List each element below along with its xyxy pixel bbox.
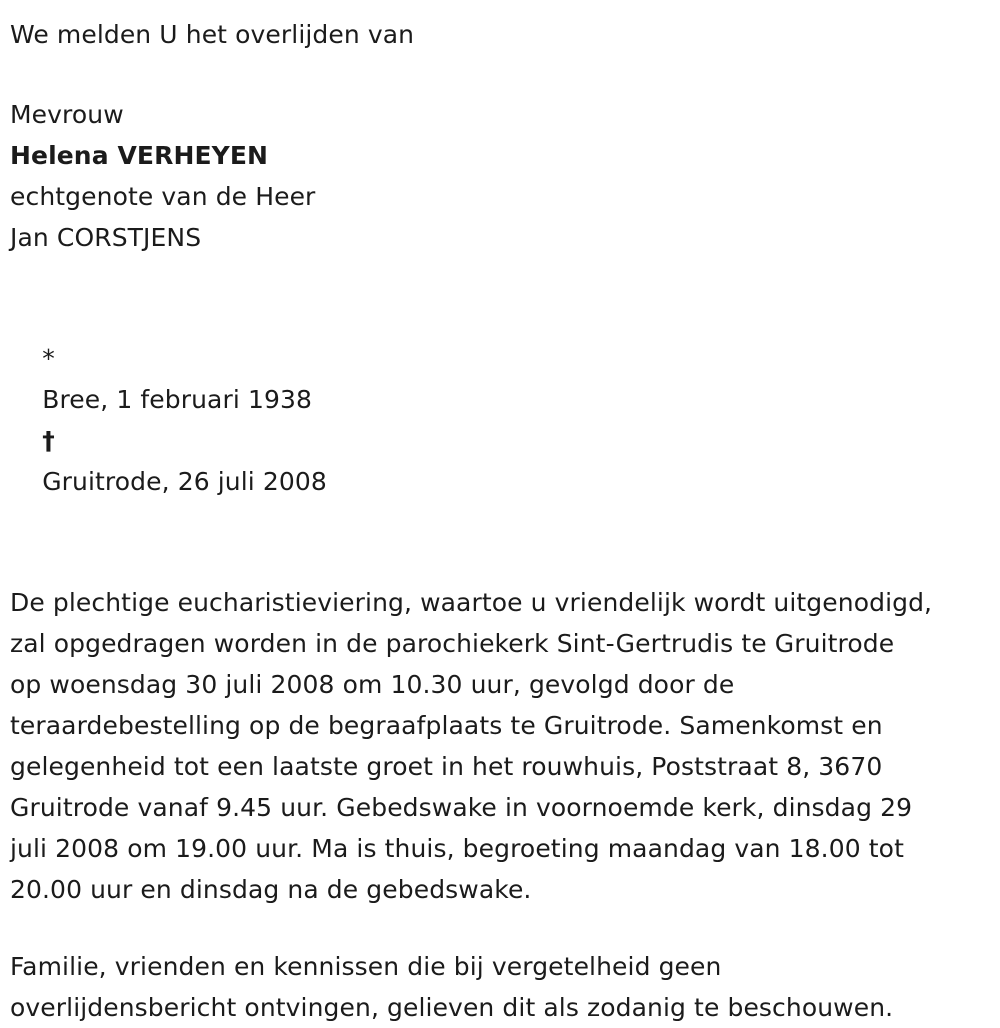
- service-line: 20.00 uur en dinsdag na de gebedswake.: [10, 875, 532, 904]
- service-details: [10, 582, 988, 910]
- service-line: Gruitrode vanaf 9.45 uur. Gebedswake in voornoemde kerk, dinsdag 29: [10, 793, 913, 822]
- spacer-before-service: [10, 543, 988, 582]
- birth-info: Bree, 1 februari 1938: [42, 385, 312, 414]
- closing-line: overlijdensbericht ontvingen, gelieven dit als zodanig te beschouwen.: [10, 993, 894, 1022]
- cross-dagger-icon: †: [42, 426, 55, 455]
- service-line: gelegenheid tot een laatste groet in het rouwhuis, Poststraat 8, 3670: [10, 752, 883, 781]
- service-line: op woensdag 30 juli 2008 om 10.30 uur, gevolgd door de: [10, 670, 735, 699]
- intro-text: We melden U het overlijden van: [10, 20, 415, 49]
- spouse-relation-text: echtgenote van de Heer: [10, 182, 316, 211]
- birth-star-icon: *: [42, 344, 55, 373]
- salutation-text: Mevrouw: [10, 100, 124, 129]
- death-info: Gruitrode, 26 juli 2008: [42, 467, 327, 496]
- closing-line: Familie, vrienden en kennissen die bij vergetelheid geen: [10, 952, 722, 981]
- service-line: De plechtige eucharistieviering, waartoe u vriendelijk wordt uitgenodigd,: [10, 588, 933, 617]
- closing-note: [10, 946, 988, 1028]
- birth-death-line: [10, 297, 988, 543]
- service-line: zal opgedragen worden in de parochiekerk Sint-Gertrudis te Gruitrode: [10, 629, 895, 658]
- spacer-after-intro: [10, 55, 988, 94]
- service-line: teraardebestelling op de begraafplaats te Gruitrode. Samenkomst en: [10, 711, 883, 740]
- deceased-name: Helena VERHEYEN: [10, 141, 269, 170]
- spacer-before-closing: [10, 910, 988, 946]
- service-line: juli 2008 om 19.00 uur. Ma is thuis, begroeting maandag van 18.00 tot: [10, 834, 904, 863]
- spacer-after-names: [10, 258, 988, 297]
- spouse-name: Jan CORSTJENS: [10, 223, 202, 252]
